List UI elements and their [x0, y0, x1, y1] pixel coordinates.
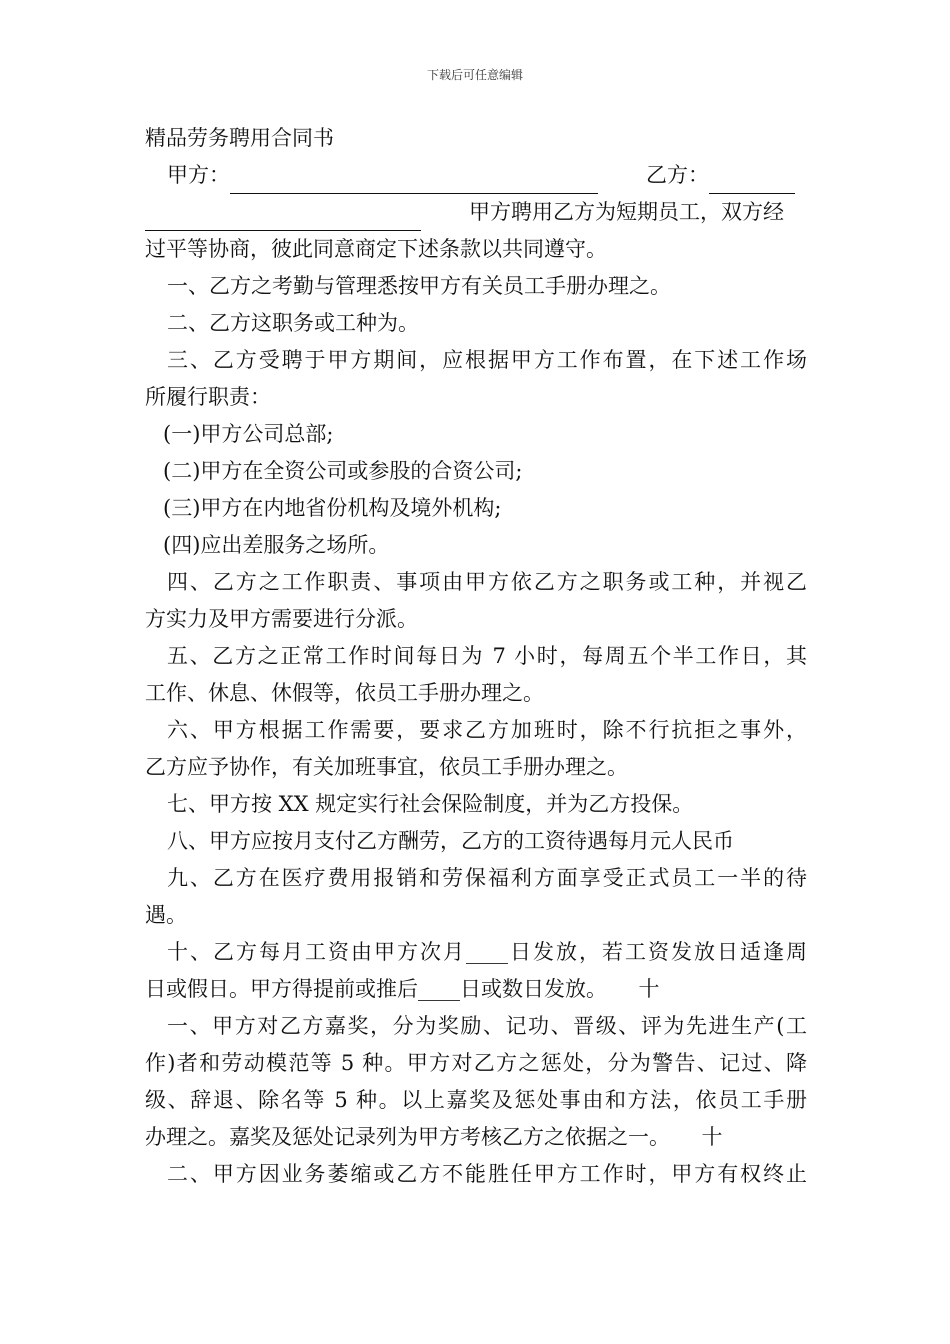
sub-item: (一)甲方公司总部; [163, 422, 334, 446]
clause-line: 一、甲方对乙方嘉奖，分为奖励、记功、晋级、评为先进生产(工 [167, 1014, 807, 1038]
clause-line: 工作、休息、休假等，依员工手册办理之。 [145, 681, 544, 705]
clause-line: 三、乙方受聘于甲方期间，应根据甲方工作布置，在下述工作场 [167, 348, 807, 372]
clause-line: 作)者和劳动模范等 5 种。甲方对乙方之惩处，分为警告、记过、降 [145, 1051, 807, 1075]
clause-line: 办理之。嘉奖及惩处记录列为甲方考核乙方之依据之一。 十 [145, 1125, 723, 1149]
clause-line: 二、甲方因业务萎缩或乙方不能胜任甲方工作时，甲方有权终止 [167, 1162, 807, 1186]
sub-item: (三)甲方在内地省份机构及境外机构; [163, 496, 502, 520]
party-a-blank [230, 171, 598, 194]
clause-line: 七、甲方按 XX 规定实行社会保险制度，并为乙方投保。 [167, 792, 694, 816]
clause-line: 一、乙方之考勤与管理悉按甲方有关员工手册办理之。 [167, 274, 671, 298]
clause-line: 十、乙方每月工资由甲方次月____日发放，若工资发放日适逢周 [167, 940, 807, 964]
party-b-label: 乙方： [646, 163, 709, 187]
clause-line: 六、甲方根据工作需要，要求乙方加班时，除不行抗拒之事外， [167, 718, 807, 742]
clause-line: 九、乙方在医疗费用报销和劳保福利方面享受正式员工一半的待 [167, 866, 807, 890]
clause-line: 乙方应予协作，有关加班事宜，依员工手册办理之。 [145, 755, 628, 779]
clause-line: 五、乙方之正常工作时间每日为 7 小时，每周五个半工作日，其 [167, 644, 807, 668]
sub-item: (四)应出差服务之场所。 [163, 533, 390, 557]
clause-line: 日或假日。甲方得提前或推后____日或数日发放。 十 [145, 977, 660, 1001]
intro-line: 过平等协商，彼此同意商定下述条款以共同遵守。 [145, 237, 607, 261]
party-b-blank-continued [145, 208, 421, 231]
clause-line: 方实力及甲方需要进行分派。 [145, 607, 418, 631]
clause-line: 二、乙方这职务或工种为。 [167, 311, 419, 335]
clause-line: 四、乙方之工作职责、事项由甲方依乙方之职务或工种，并视乙 [167, 570, 807, 594]
clause-line: 所履行职责： [145, 385, 271, 409]
header-note: 下载后可任意编辑 [426, 68, 523, 82]
clause-line: 遇。 [145, 903, 187, 927]
intro-tail: 甲方聘用乙方为短期员工，双方经 [469, 200, 784, 224]
intro-row [145, 194, 807, 231]
clause-line: 八、甲方应按月支付乙方酬劳，乙方的工资待遇每月元人民币 [167, 829, 734, 853]
party-row [145, 157, 807, 194]
document-title: 精品劳务聘用合同书 [145, 126, 334, 150]
sub-item: (二)甲方在全资公司或参股的合资公司; [163, 459, 523, 483]
party-b-blank [709, 171, 795, 194]
party-a-label: 甲方： [167, 163, 230, 187]
clause-line: 级、辞退、除名等 5 种。以上嘉奖及惩处事由和方法，依员工手册 [145, 1088, 807, 1112]
document-body [145, 120, 807, 1193]
